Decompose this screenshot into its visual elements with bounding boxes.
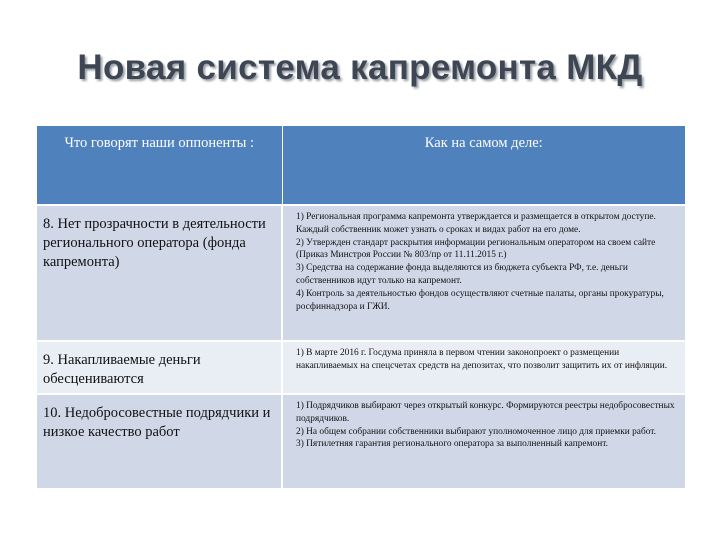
fact-item: 4) Контроль за деятельностью фондов осуществляют счетные палаты, органы прокуратуры, росфиннадзора и ГЖИ.	[296, 288, 664, 312]
table-row	[37, 205, 685, 341]
table-header-row	[37, 126, 685, 205]
facts-cell	[282, 341, 685, 394]
fact-item: 1) В марте 2016 г. Госдума приняла в первом чтении законопроект о размещении накапливаемых на спецсчетах средств на депозитах, что позволит защитить их от инфляции.	[296, 348, 668, 371]
comparison-table	[37, 126, 685, 488]
table-row	[37, 341, 685, 394]
claim-cell: 8. Нет прозрачности в деятельности регионального оператора (фонда капремонта)	[37, 205, 282, 341]
header-reality: Как на самом деле:	[282, 126, 685, 205]
fact-item: 3) Пятилетняя гарантия регионального оператора за выполненный капремонт.	[296, 439, 608, 450]
facts-cell	[282, 394, 685, 488]
fact-item: 2) Утвержден стандарт раскрытия информации региональным оператором на своем сайте (Приказ Минстроя России № 803/пр от 11.11.2015 г.)	[296, 237, 656, 261]
facts-cell	[282, 205, 685, 341]
slide-title: Новая система капремонта МКД	[77, 48, 643, 87]
claim-cell: 9. Накапливаемые деньги обесцениваются	[37, 341, 282, 394]
fact-item: 3) Средства на содержание фонда выделяются из бюджета субъекта РФ, т.е. деньги собственников идут только на капремонт.	[296, 263, 628, 286]
header-opponents: Что говорят наши оппоненты :	[37, 126, 282, 205]
claim-cell: 10. Недобросовестные подрядчики и низкое качество работ	[37, 394, 282, 488]
fact-item: 2) На общем собрании собственники выбирают уполномоченное лицо для приемки работ.	[296, 426, 657, 437]
fact-item: 1) Региональная программа капремонта утверждается и размещается в открытом доступе. Каждый собственник может узнать о сроках и видах работ на его доме.	[296, 212, 656, 235]
fact-item: 1) Подрядчиков выбирают через открытый конкурс. Формируются реестры недобросовестных подрядчиков.	[296, 401, 675, 424]
table-row	[37, 394, 685, 488]
